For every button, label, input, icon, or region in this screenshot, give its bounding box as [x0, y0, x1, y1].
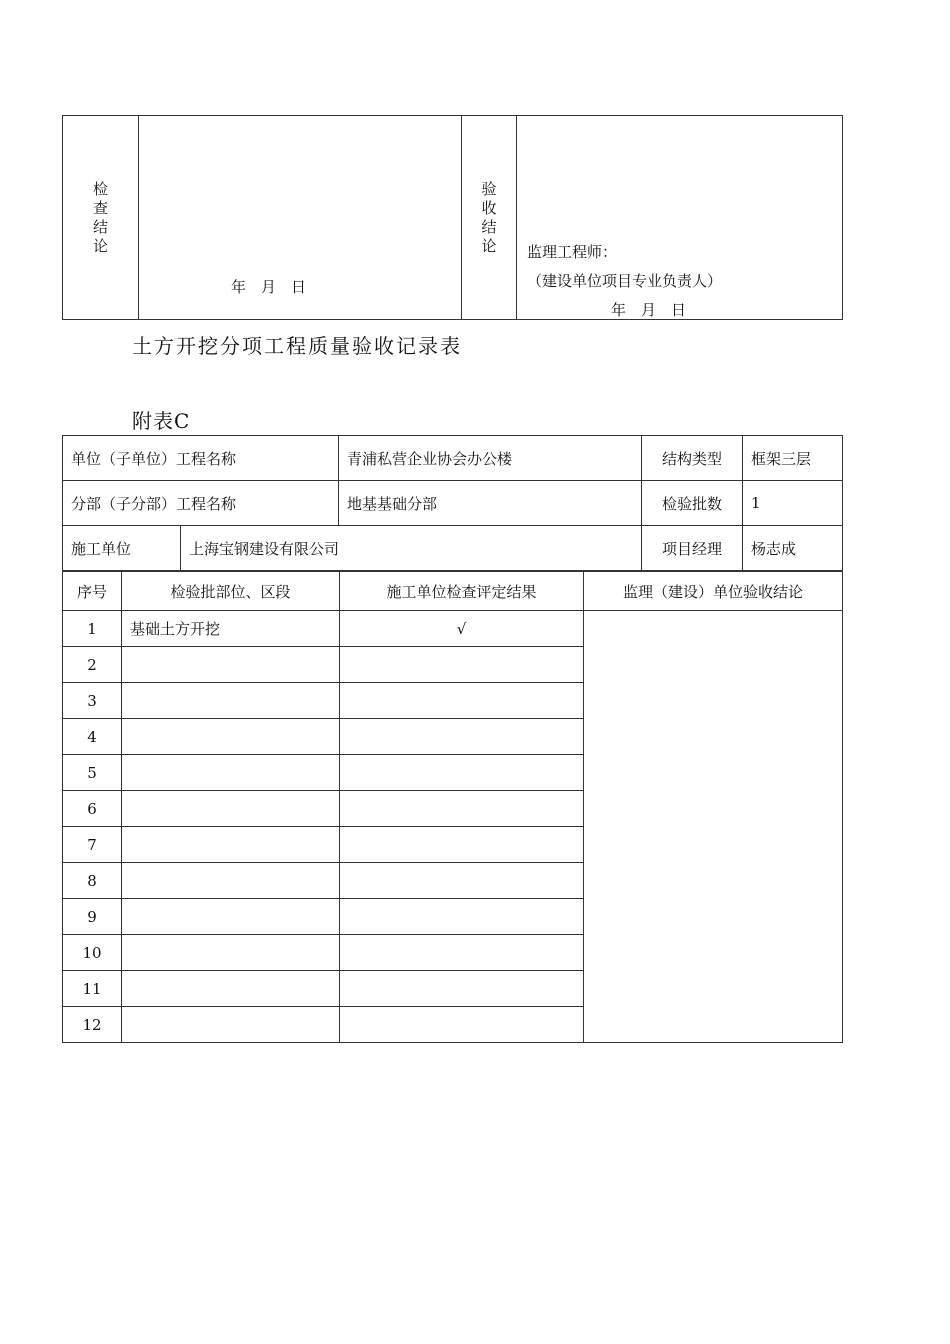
appendix-label: 附表C: [132, 409, 191, 433]
header-conclusion: 监理（建设）单位验收结论: [584, 572, 843, 611]
row-result[interactable]: [340, 899, 584, 935]
row-number: 5: [63, 755, 122, 791]
row-result[interactable]: [340, 683, 584, 719]
row-location[interactable]: [122, 647, 340, 683]
acceptance-date: 年 月 日: [611, 301, 687, 319]
row-number: 7: [63, 827, 122, 863]
row-result[interactable]: [340, 755, 584, 791]
conclusion-table: [62, 115, 843, 320]
manager-value[interactable]: 杨志成: [742, 526, 842, 571]
contractor-value[interactable]: 上海宝钢建设有限公司: [181, 526, 642, 571]
row-result[interactable]: √: [340, 611, 584, 647]
row-result[interactable]: [340, 935, 584, 971]
contractor-label: 施工单位: [63, 526, 181, 571]
row-location[interactable]: [122, 971, 340, 1007]
row-location[interactable]: [122, 791, 340, 827]
structure-value[interactable]: 框架三层: [742, 436, 842, 481]
row-result[interactable]: [340, 1007, 584, 1043]
row-location[interactable]: [122, 1007, 340, 1043]
supervisor-label: 监理工程师：: [527, 243, 618, 261]
unit-label: 单位（子单位）工程名称: [63, 436, 339, 481]
row-number: 12: [63, 1007, 122, 1043]
division-label: 分部（子分部）工程名称: [63, 481, 339, 526]
sheet-title: 土方开挖分项工程质量验收记录表: [132, 334, 462, 358]
inspection-date: 年 月 日: [231, 278, 307, 296]
batch-label: 检验批数: [641, 481, 742, 526]
header-no: 序号: [63, 572, 122, 611]
batch-value[interactable]: 1: [742, 481, 842, 526]
row-location[interactable]: [122, 683, 340, 719]
inspection-conclusion-label: 检 查 结 论: [63, 116, 139, 320]
row-number: 6: [63, 791, 122, 827]
row-location[interactable]: [122, 863, 340, 899]
row-number: 4: [63, 719, 122, 755]
header-result: 施工单位检查评定结果: [340, 572, 584, 611]
row-number: 3: [63, 683, 122, 719]
row-number: 1: [63, 611, 122, 647]
row-result[interactable]: [340, 863, 584, 899]
header-location: 检验批部位、区段: [122, 572, 340, 611]
row-number: 2: [63, 647, 122, 683]
division-value[interactable]: 地基基础分部: [338, 481, 641, 526]
row-result[interactable]: [340, 827, 584, 863]
row-location[interactable]: [122, 827, 340, 863]
row-number: 10: [63, 935, 122, 971]
structure-label: 结构类型: [641, 436, 742, 481]
manager-label: 项目经理: [641, 526, 742, 571]
row-result[interactable]: [340, 971, 584, 1007]
row-result[interactable]: [340, 791, 584, 827]
row-location[interactable]: [122, 719, 340, 755]
acceptance-conclusion-label: 验 收 结 论: [462, 116, 517, 320]
table-header-row: [63, 572, 843, 611]
row-number: 11: [63, 971, 122, 1007]
row-location[interactable]: [122, 935, 340, 971]
project-info-table: [62, 435, 843, 571]
inspection-conclusion-field[interactable]: [139, 116, 462, 320]
supervisor-conclusion-cell[interactable]: [584, 611, 843, 1043]
row-location[interactable]: [122, 755, 340, 791]
row-location[interactable]: [122, 899, 340, 935]
row-number: 8: [63, 863, 122, 899]
row-result[interactable]: [340, 647, 584, 683]
acceptance-conclusion-field[interactable]: [517, 116, 843, 320]
table-row: [63, 611, 843, 647]
row-location[interactable]: 基础土方开挖: [122, 611, 340, 647]
row-number: 9: [63, 899, 122, 935]
owner-label: （建设单位项目专业负责人）: [527, 272, 723, 290]
inspection-batch-table: [62, 571, 843, 1043]
row-result[interactable]: [340, 719, 584, 755]
unit-value[interactable]: 青浦私营企业协会办公楼: [338, 436, 641, 481]
